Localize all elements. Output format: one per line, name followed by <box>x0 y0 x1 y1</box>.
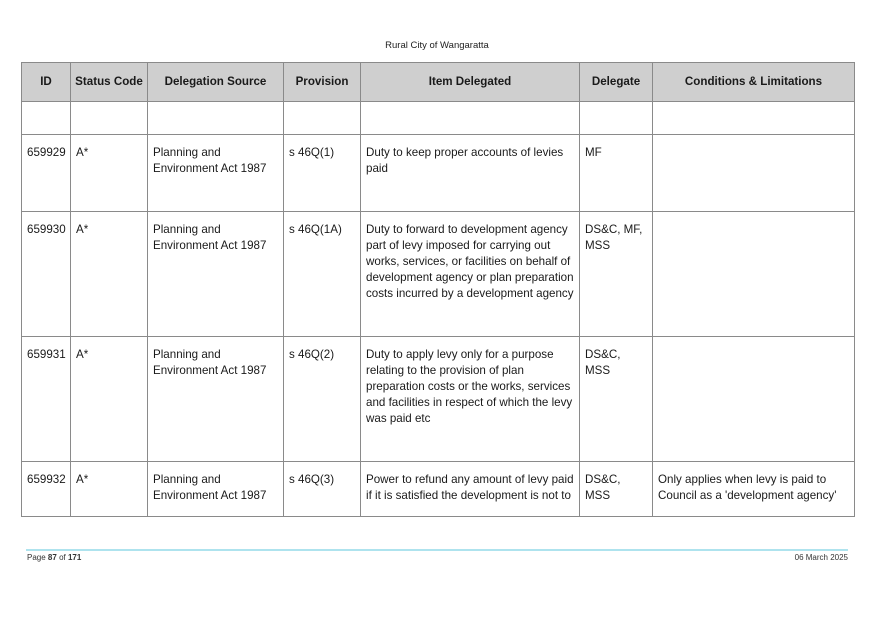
cell-conditions <box>653 212 855 337</box>
cell-status: A* <box>71 337 148 462</box>
document-header: Rural City of Wangaratta <box>385 40 489 51</box>
cell-source: Planning and Environment Act 1987 <box>148 135 284 212</box>
cell-id: 659931 <box>22 337 71 462</box>
table-row <box>22 462 855 517</box>
cell-delegate: DS&C, MSS <box>580 337 653 462</box>
column-header-provision: Provision <box>284 63 361 102</box>
page-total: 171 <box>67 553 82 562</box>
table-cell <box>361 102 580 135</box>
table-row-blank <box>22 102 855 135</box>
cell-provision: s 46Q(3) <box>284 462 361 517</box>
table-cell <box>22 102 71 135</box>
cell-id: 659930 <box>22 212 71 337</box>
column-header-status: Status Code <box>71 63 148 102</box>
delegation-table <box>21 62 855 517</box>
column-header-id: ID <box>22 63 71 102</box>
column-header-item: Item Delegated <box>361 63 580 102</box>
cell-conditions <box>653 135 855 212</box>
cell-status: A* <box>71 462 148 517</box>
column-header-delegate: Delegate <box>580 63 653 102</box>
cell-provision: s 46Q(2) <box>284 337 361 462</box>
document-date: 06 March 2025 <box>794 553 848 562</box>
column-header-source: Delegation Source <box>148 63 284 102</box>
table-cell <box>71 102 148 135</box>
table-header-row <box>22 63 855 102</box>
cell-item: Power to refund any amount of levy paid if it is satisfied the development is not to <box>361 462 580 517</box>
cell-source: Planning and Environment Act 1987 <box>148 212 284 337</box>
cell-provision: s 46Q(1) <box>284 135 361 212</box>
table-cell <box>284 102 361 135</box>
table-row <box>22 337 855 462</box>
table-row <box>22 212 855 337</box>
column-header-conditions: Conditions & Limitations <box>653 63 855 102</box>
table-row <box>22 135 855 212</box>
cell-id: 659932 <box>22 462 71 517</box>
page-prefix: Page <box>27 553 46 562</box>
cell-item: Duty to keep proper accounts of levies paid <box>361 135 580 212</box>
footer-divider <box>26 549 848 551</box>
cell-status: A* <box>71 212 148 337</box>
cell-id: 659929 <box>22 135 71 212</box>
cell-item: Duty to forward to development agency part of levy imposed for carrying out works, services, or facilities on behalf of development agency or plan preparation costs incurred by a development agency <box>361 212 580 337</box>
cell-item: Duty to apply levy only for a purpose relating to the provision of plan preparation costs or the works, services and facilities in respect of which the levy was paid etc <box>361 337 580 462</box>
page-current: 87 <box>47 553 57 562</box>
cell-source: Planning and Environment Act 1987 <box>148 462 284 517</box>
page-number <box>27 553 81 562</box>
cell-delegate: DS&C, MF, MSS <box>580 212 653 337</box>
cell-provision: s 46Q(1A) <box>284 212 361 337</box>
table-cell <box>653 102 855 135</box>
cell-delegate: DS&C, MSS <box>580 462 653 517</box>
cell-conditions <box>653 337 855 462</box>
table-cell <box>580 102 653 135</box>
cell-source: Planning and Environment Act 1987 <box>148 337 284 462</box>
cell-status: A* <box>71 135 148 212</box>
cell-delegate: MF <box>580 135 653 212</box>
table-cell <box>148 102 284 135</box>
cell-conditions: Only applies when levy is paid to Council as a 'development agency' <box>653 462 855 517</box>
page-of: of <box>59 553 66 562</box>
